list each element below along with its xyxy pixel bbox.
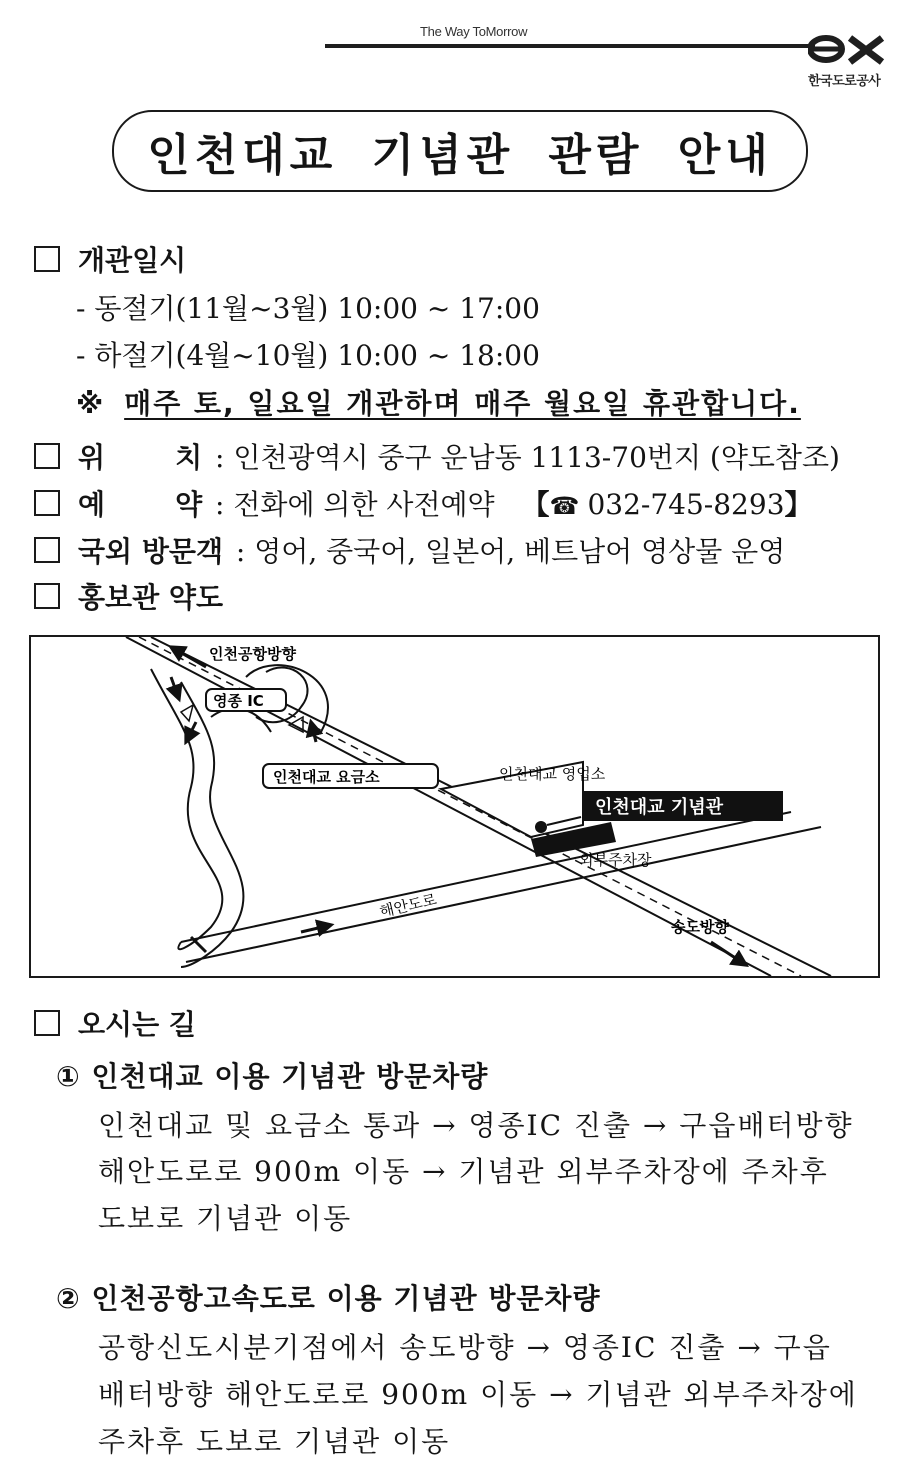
checkbox-icon bbox=[34, 443, 60, 469]
airport-direction-label: 인천공항방향 bbox=[209, 645, 296, 663]
map-heading: 홍보관 약도 bbox=[78, 581, 223, 614]
office-label: 인천대교 영업소 bbox=[499, 765, 606, 783]
location-row bbox=[34, 443, 840, 474]
location-map bbox=[29, 635, 880, 978]
title-box bbox=[112, 110, 808, 192]
hours-winter: - 동절기(11월~3월) 10:00 ~ 17:00 bbox=[76, 292, 540, 325]
reservation-label-b: 약 bbox=[175, 488, 203, 521]
arrow-down-ramp-2 bbox=[186, 722, 196, 742]
directions-heading: 오시는 길 bbox=[78, 1008, 196, 1041]
directions-heading-row bbox=[34, 1010, 196, 1041]
checkbox-icon bbox=[34, 490, 60, 516]
checkbox-icon bbox=[34, 246, 60, 272]
corp-name: 한국도로공사 bbox=[808, 73, 881, 88]
ex-logo bbox=[808, 30, 888, 68]
hours-heading: 개관일시 bbox=[78, 244, 187, 277]
route1-title: ① 인천대교 이용 기념관 방문차량 bbox=[56, 1060, 489, 1093]
route2-title: ② 인천공항고속도로 이용 기념관 방문차량 bbox=[56, 1282, 601, 1315]
closing-notice-row bbox=[76, 389, 801, 420]
tollgate-label: 인천대교 요금소 bbox=[273, 768, 380, 786]
notice-mark: ※ bbox=[76, 387, 104, 420]
route1-line3: 도보로 기념관 이동 bbox=[98, 1202, 353, 1235]
ic-label: 영종 IC bbox=[213, 692, 264, 710]
route2-line1: 공항신도시분기점에서 송도방향 → 영종IC 진출 → 구읍 bbox=[98, 1331, 832, 1364]
phone-icon: ☎ bbox=[549, 492, 580, 520]
coastal-road-label: 해안도로 bbox=[377, 890, 439, 921]
route2-line2: 배터방향 해안도로로 900m 이동 → 기념관 외부주차장에 bbox=[98, 1378, 858, 1411]
songdo-direction-label: 송도방향 bbox=[671, 918, 729, 936]
parking-label: 외부주차장 bbox=[579, 851, 652, 869]
location-label-a: 위 bbox=[78, 441, 106, 474]
checkbox-icon bbox=[34, 1010, 60, 1036]
header-rule bbox=[325, 44, 815, 48]
foreign-value: : 영어, 중국어, 일본어, 베트남어 영상물 운영 bbox=[235, 535, 786, 568]
route2-line3: 주차후 도보로 기념관 이동 bbox=[98, 1425, 451, 1458]
memorial-label: 인천대교 기념관 bbox=[595, 797, 723, 818]
location-label-b: 치 bbox=[175, 441, 203, 474]
hours-heading-row bbox=[34, 246, 186, 277]
toll-triangle-left bbox=[181, 705, 193, 721]
phone-bracket-close: 】 bbox=[784, 488, 813, 521]
foreign-label: 국외 방문객 bbox=[78, 535, 223, 568]
reservation-row bbox=[34, 490, 813, 521]
route1-line1: 인천대교 및 요금소 통과 → 영종IC 진출 → 구읍배터방향 bbox=[98, 1109, 854, 1142]
memorial-marker bbox=[535, 821, 547, 833]
arrow-coastal-east bbox=[301, 925, 331, 932]
location-value: : 인천광역시 중구 운남동 1113-70번지 (약도참조) bbox=[215, 441, 840, 474]
checkbox-icon bbox=[34, 537, 60, 563]
reservation-label-a: 예 bbox=[78, 488, 106, 521]
arrow-up-ramp bbox=[311, 722, 316, 742]
phone-bracket-open: 【 bbox=[521, 488, 550, 521]
arrow-down-ramp bbox=[171, 677, 179, 699]
phone-number: 032-745-8293 bbox=[587, 488, 785, 521]
page-title: 인천대교 기념관 관람 안내 bbox=[147, 130, 773, 181]
route1-line2: 해안도로로 900m 이동 → 기념관 외부주차장에 주차후 bbox=[98, 1155, 829, 1188]
hours-summer: - 하절기(4월~10월) 10:00 ~ 18:00 bbox=[76, 339, 540, 372]
reservation-value: : 전화에 의한 사전예약 bbox=[215, 488, 495, 521]
closing-notice: 매주 토, 일요일 개관하며 매주 월요일 휴관합니다. bbox=[124, 387, 801, 420]
foreign-visitors-row bbox=[34, 537, 785, 568]
checkbox-icon bbox=[34, 583, 60, 609]
header-tagline: The Way ToMorrow bbox=[420, 24, 528, 39]
map-heading-row bbox=[34, 583, 223, 614]
